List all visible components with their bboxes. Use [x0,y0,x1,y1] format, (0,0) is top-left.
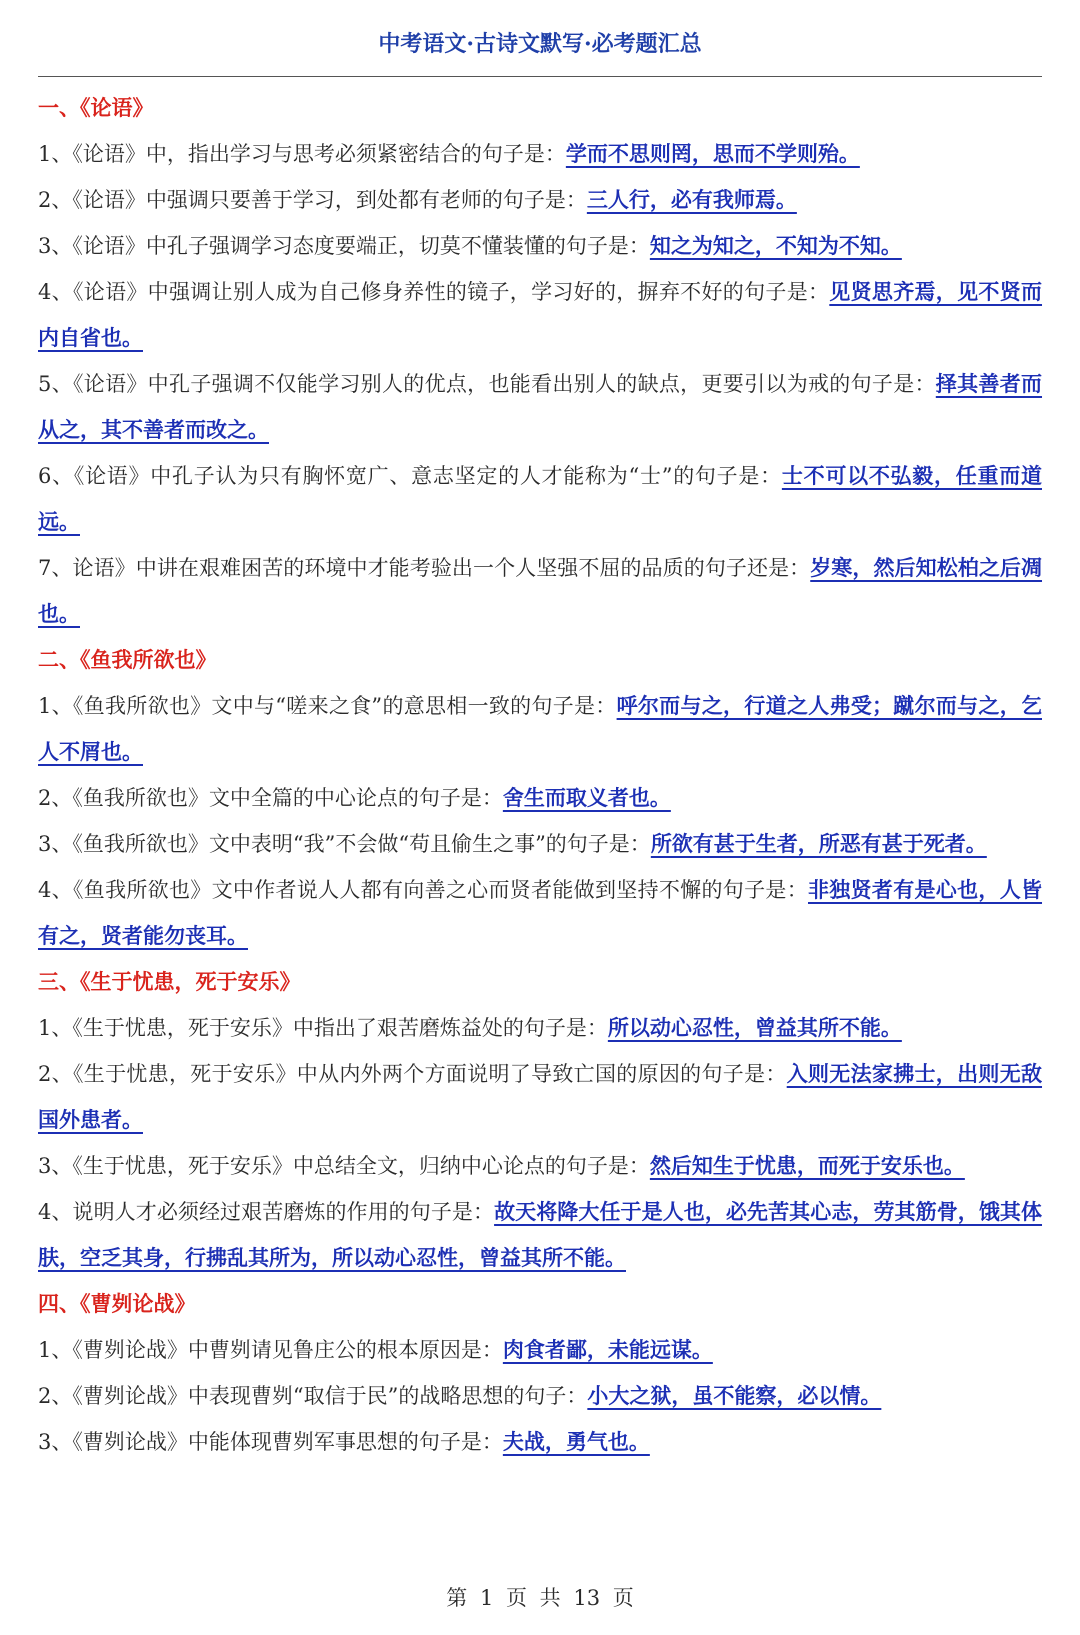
question-text: 7、论语》中讲在艰难困苦的环境中才能考验出一个人坚强不屈的品质的句子还是： [38,556,811,580]
page-title: 中考语文·古诗文默写·必考题汇总 [378,31,702,57]
question-item [38,821,1042,867]
answer-text: 舍生而取义者也。 [502,785,671,810]
question-item [38,1143,1042,1189]
question-text: 2、《论语》中强调只要善于学习，到处都有老师的句子是： [38,188,587,212]
document-content [38,85,1042,1465]
answer-text: 士不可以不弘毅，任重而道远。 [38,463,1042,534]
answer-text: 呼尔而与之，行道之人弗受；蹴尔而与之，乞人不屑也。 [38,693,1042,764]
question-item [38,545,1042,637]
question-item [38,683,1042,775]
question-text: 2、《生于忧患，死于安乐》中从内外两个方面说明了导致亡国的原因的句子是： [38,1062,787,1086]
question-item [38,177,1042,223]
question-item [38,269,1042,361]
answer-text: 肉食者鄙，未能远谋。 [502,1337,713,1362]
question-text: 3、《鱼我所欲也》文中表明“我”不会做“苟且偷生之事”的句子是： [38,832,651,856]
section-title: 二、《鱼我所欲也》 [38,647,217,672]
answer-text: 然后知生于忧患，而死于安乐也。 [649,1153,965,1178]
question-text: 6、《论语》中孔子认为只有胸怀宽广、意志坚定的人才能称为“士”的句子是： [38,464,782,488]
page-number: 第 1 页 共 13 页 [446,1586,634,1610]
question-text: 1、《生于忧患，死于安乐》中指出了艰苦磨炼益处的句子是： [38,1016,608,1040]
question-item [38,1189,1042,1281]
question-text: 4、《论语》中强调让别人成为自己修身养性的镜子，学习好的，摒弃不好的句子是： [38,280,830,304]
question-item [38,453,1042,545]
question-item [38,1373,1042,1419]
answer-text: 入则无法家拂士，出则无敌国外患者。 [38,1061,1043,1132]
question-text: 4、说明人才必须经过艰苦磨炼的作用的句子是： [38,1200,495,1224]
question-text: 1、《论语》中，指出学习与思考必须紧密结合的句子是： [38,142,566,166]
section-title: 一、《论语》 [38,95,154,120]
question-item [38,361,1042,453]
question-text: 5、《论语》中孔子强调不仅能学习别人的优点，也能看出别人的缺点，更要引以为戒的句子是： [38,372,936,396]
question-text: 3、《生于忧患，死于安乐》中总结全文，归纳中心论点的句子是： [38,1154,650,1178]
answer-text: 学而不思则罔，思而不学则殆。 [565,141,860,166]
answer-text: 岁寒，然后知松柏之后凋也。 [38,555,1043,626]
question-text: 3、《论语》中孔子强调学习态度要端正，切莫不懂装懂的句子是： [38,234,650,258]
question-item [38,223,1042,269]
answer-text: 小大之狱，虽不能察，必以情。 [587,1383,882,1408]
answer-text: 非独贤者有是心也，人皆有之，贤者能勿丧耳。 [38,877,1043,948]
header-divider [38,76,1042,77]
question-item [38,1005,1042,1051]
answer-text: 夫战，勇气也。 [502,1429,650,1454]
question-text: 1、《曹刿论战》中曹刿请见鲁庄公的根本原因是： [38,1338,503,1362]
section-title: 三、《生于忧患，死于安乐》 [38,969,301,994]
question-item [38,131,1042,177]
question-text: 1、《鱼我所欲也》文中与“嗟来之食”的意思相一致的句子是： [38,694,617,718]
answer-text: 择其善者而从之，其不善者而改之。 [38,371,1043,442]
answer-text: 所欲有甚于生者，所恶有甚于死者。 [650,831,987,856]
question-text: 2、《曹刿论战》中表现曹刿“取信于民”的战略思想的句子： [38,1384,588,1408]
question-text: 3、《曹刿论战》中能体现曹刿军事思想的句子是： [38,1430,503,1454]
answer-text: 故天将降大任于是人也，必先苦其心志，劳其筋骨，饿其体肤，空乏其身，行拂乱其所为，所以动心忍性，曾益其所不能。 [38,1199,1043,1270]
answer-text: 所以动心忍性，曾益其所不能。 [607,1015,902,1040]
section-title: 四、《曹刿论战》 [38,1291,196,1316]
question-text: 4、《鱼我所欲也》文中作者说人人都有向善之心而贤者能做到坚持不懈的句子是： [38,878,808,902]
answer-text: 三人行，必有我师焉。 [586,187,797,212]
question-item [38,867,1042,959]
question-item [38,775,1042,821]
answer-text: 知之为知之，不知为不知。 [649,233,902,258]
question-item [38,1327,1042,1373]
question-item [38,1051,1042,1143]
question-text: 2、《鱼我所欲也》文中全篇的中心论点的句子是： [38,786,503,810]
answer-text: 见贤思齐焉，见不贤而内自省也。 [38,279,1043,350]
question-item [38,1419,1042,1465]
